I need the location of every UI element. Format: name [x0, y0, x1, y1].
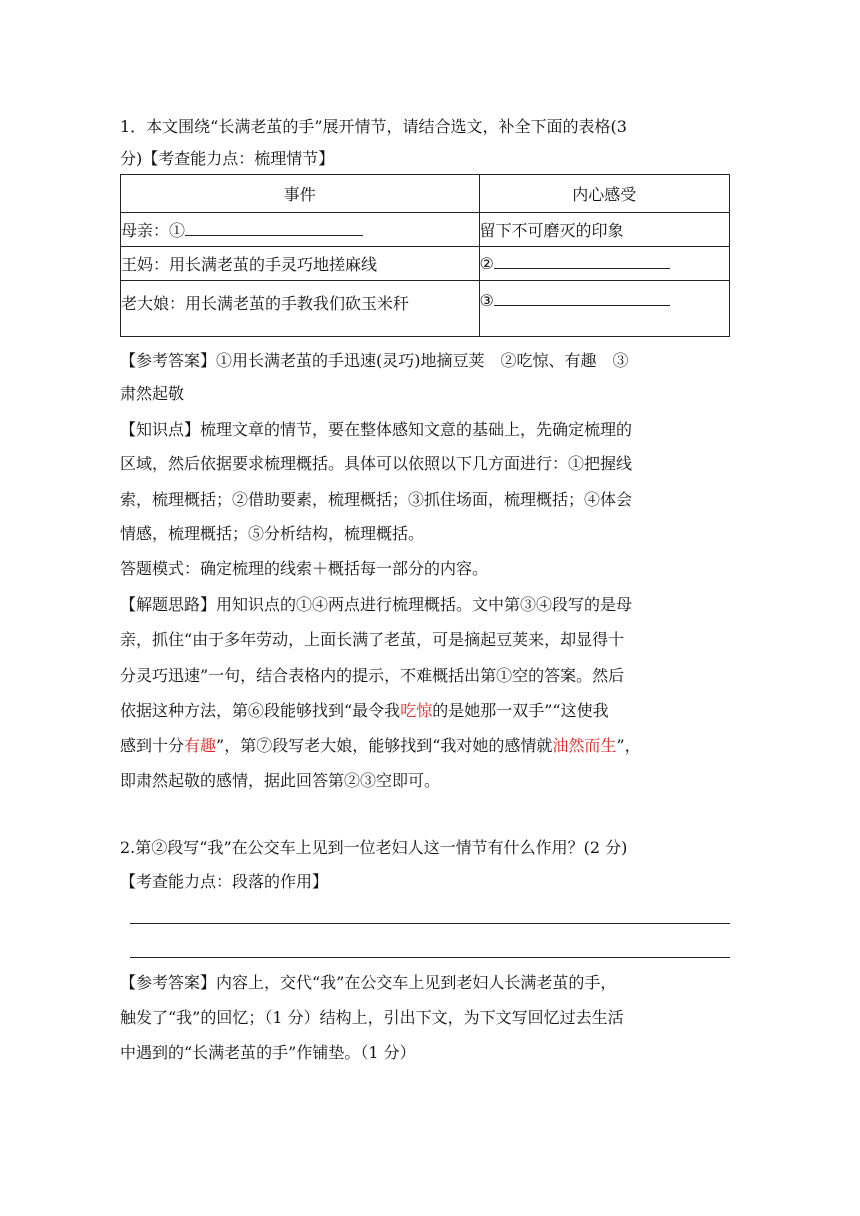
knowledge-line-1: 【知识点】梳理文章的情节，要在整体感知文意的基础上，先确定梳理的 — [120, 420, 633, 439]
table-cell-event — [121, 247, 480, 281]
solution-line-1: 【解题思路】用知识点的①④两点进行梳理概括。文中第③④段写的是母 — [120, 595, 633, 614]
q1-prompt-line-2: 分)【考查能力点：梳理情节】 — [120, 149, 335, 168]
q2-prompt-line-1: 2.第②段写“我”在公交车上见到一位老妇人这一情节有什么作用？(2 分) — [120, 838, 628, 857]
knowledge-line-4: 情感，梳理概括；⑤分析结构，梳理概括。 — [120, 524, 425, 543]
table-row — [121, 247, 730, 281]
q1-prompt-line-1: 1．本文围绕“长满老茧的手”展开情节，请结合选文，补全下面的表格(3 — [120, 117, 627, 136]
q2-answer-line-3: 中遇到的“长满老茧的手”作铺垫。（1 分） — [120, 1043, 416, 1062]
table-cell-feeling — [479, 281, 730, 337]
table-cell-feeling — [479, 247, 730, 281]
answer-pattern-line: 答题模式：确定梳理的线索＋概括每一部分的内容。 — [120, 559, 489, 578]
q2-answer-line-2: 触发了“我”的回忆；（1 分）结构上，引出下文，为下文写回忆过去生活 — [120, 1008, 624, 1027]
table-header-row — [121, 175, 730, 213]
table-cell-feeling — [479, 213, 730, 247]
event-text: 老大娘：用长满老茧的手教我们砍玉米秆 — [121, 294, 410, 313]
solution-line-3: 分灵巧迅速”一句，结合表格内的提示，不难概括出第①空的答案。然后 — [120, 666, 625, 685]
q1-answer-line-2: 肃然起敬 — [120, 384, 185, 403]
solution-text: ”， — [616, 736, 641, 755]
table-cell-event — [121, 281, 480, 337]
events-table — [120, 174, 730, 337]
q2-answer-line-1: 【参考答案】内容上，交代“我”在公交车上见到老妇人长满老茧的手， — [120, 973, 617, 992]
solution-line-4 — [120, 701, 609, 721]
solution-line-6: 即肃然起敬的感情，据此回答第②③空即可。 — [120, 771, 441, 790]
header-event: 事件 — [121, 175, 480, 213]
header-feeling: 内心感受 — [479, 175, 730, 213]
event-text: 王妈：用长满老茧的手灵巧地搓麻线 — [121, 255, 378, 274]
table-row — [121, 281, 730, 337]
knowledge-line-3: 索，梳理概括；②借助要素，梳理概括；③抓住场面，梳理概括；④体会 — [120, 490, 633, 509]
event-text: 母亲：① — [121, 221, 186, 240]
feeling-text: ③ — [479, 291, 494, 310]
feeling-text: ② — [479, 254, 494, 273]
solution-line-5 — [120, 736, 641, 756]
highlight-text: 吃惊 — [400, 701, 433, 720]
q2-prompt-line-2: 【考查能力点：段落的作用】 — [120, 872, 329, 891]
solution-text: 的是她那一双手”“这使我 — [432, 701, 609, 720]
table-cell-event — [121, 213, 480, 247]
feeling-text: 留下不可磨灭的印象 — [479, 221, 624, 240]
table-row — [121, 213, 730, 247]
solution-text: ”，第⑦段写老大娘，能够找到“我对她的感情就 — [216, 736, 553, 755]
knowledge-line-2: 区域，然后依据要求梳理概括。具体可以依照以下几方面进行：①把握线 — [120, 454, 633, 473]
answer-blank-2[interactable] — [494, 254, 670, 269]
q1-answer-line-1: 【参考答案】①用长满老茧的手迅速(灵巧)地摘豆荚 ②吃惊、有趣 ③ — [120, 351, 629, 370]
answer-blank-3[interactable] — [494, 291, 670, 306]
answer-line-2[interactable] — [130, 957, 730, 958]
solution-line-2: 亲，抓住“由于多年劳动，上面长满了老茧，可是摘起豆荚来，却显得十 — [120, 630, 625, 649]
solution-text: 依据这种方法，第⑥段能够找到“最令我 — [120, 701, 401, 720]
answer-blank-1[interactable] — [185, 221, 363, 236]
answer-line-1[interactable] — [130, 923, 730, 924]
highlight-text: 有趣 — [184, 736, 217, 755]
highlight-text: 油然而生 — [552, 736, 617, 755]
solution-text: 感到十分 — [120, 736, 185, 755]
